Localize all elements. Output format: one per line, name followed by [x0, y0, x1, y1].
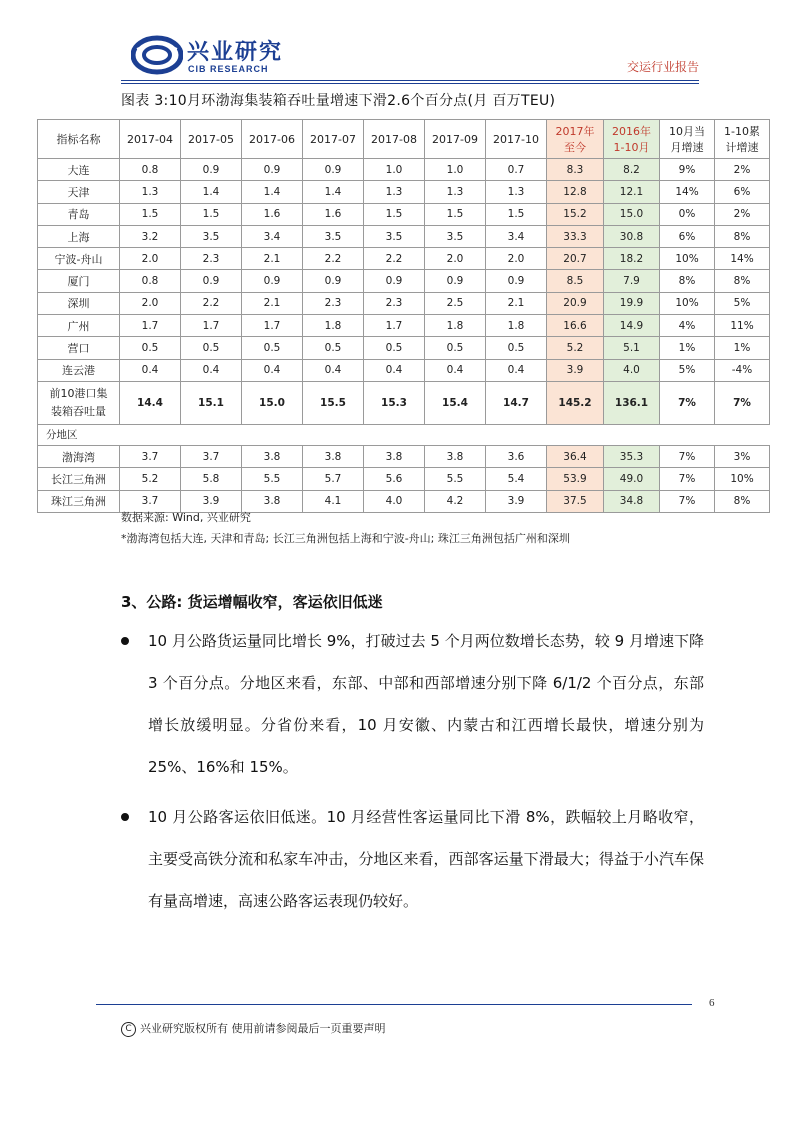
- table-cell: 1.3: [364, 181, 425, 203]
- table-cell: 0.5: [120, 337, 181, 359]
- table-cell: 10%: [660, 248, 715, 270]
- table-cell: 0.9: [364, 270, 425, 292]
- header-month: 2017-10: [486, 120, 547, 159]
- header-ytd-2016: [604, 120, 660, 159]
- table-row: [38, 468, 770, 490]
- table-cell: 7.9: [604, 270, 660, 292]
- section-title: 3、公路: 货运增幅收窄，客运依旧低迷: [121, 593, 383, 611]
- table-cell: 3.8: [303, 445, 364, 467]
- table-cell: 3.7: [181, 445, 242, 467]
- table-cell: 4.1: [303, 490, 364, 512]
- header-month: 2017-07: [303, 120, 364, 159]
- table-cell: 145.2: [547, 381, 604, 424]
- table-cell: 0.4: [425, 359, 486, 381]
- table-cell: 3.4: [242, 225, 303, 247]
- table-cell: 5.8: [181, 468, 242, 490]
- table-cell: 4.0: [364, 490, 425, 512]
- table-cell: 1.5: [364, 203, 425, 225]
- table-cell: 15.1: [181, 381, 242, 424]
- copyright-notice: [121, 1020, 386, 1037]
- table-cell: 3.6: [486, 445, 547, 467]
- table-cell: 1%: [715, 337, 770, 359]
- table-cell: 4.2: [425, 490, 486, 512]
- table-cell: 2.5: [425, 292, 486, 314]
- table-cell: 1.4: [181, 181, 242, 203]
- table-cell: 20.9: [547, 292, 604, 314]
- table-cell: 1.3: [486, 181, 547, 203]
- row-label: 珠江三角洲: [38, 490, 120, 512]
- table-cell: 8%: [715, 225, 770, 247]
- row-label: 渤海湾: [38, 445, 120, 467]
- table-cell: 1.4: [303, 181, 364, 203]
- table-cell: 2.1: [242, 292, 303, 314]
- table-cell: 3%: [715, 445, 770, 467]
- table-cell: 5.5: [242, 468, 303, 490]
- table-cell: 0%: [660, 203, 715, 225]
- table-cell: 10%: [715, 468, 770, 490]
- table-cell: 1.8: [425, 315, 486, 337]
- table-cell: 3.5: [425, 225, 486, 247]
- cib-logo: [131, 33, 301, 77]
- table-cell: 0.9: [242, 159, 303, 181]
- table-cell: 36.4: [547, 445, 604, 467]
- table-cell: 7%: [715, 381, 770, 424]
- table-cell: 49.0: [604, 468, 660, 490]
- table-cell: 0.5: [303, 337, 364, 359]
- table-cell: 4%: [660, 315, 715, 337]
- table-cell: 1.7: [242, 315, 303, 337]
- table-cell: 2.1: [486, 292, 547, 314]
- table-cell: 37.5: [547, 490, 604, 512]
- table-cell: 0.5: [364, 337, 425, 359]
- table-cell: 8.3: [547, 159, 604, 181]
- table-header-row: [38, 120, 770, 159]
- row-label: 大连: [38, 159, 120, 181]
- section-label: 分地区: [38, 424, 770, 445]
- table-cell: 0.5: [486, 337, 547, 359]
- table-cell: 5.2: [547, 337, 604, 359]
- table-cell: 15.2: [547, 203, 604, 225]
- table-cell: 0.9: [242, 270, 303, 292]
- table-cell: 1.7: [364, 315, 425, 337]
- row-label: 天津: [38, 181, 120, 203]
- row-label: 青岛: [38, 203, 120, 225]
- table-cell: 1.3: [425, 181, 486, 203]
- table-cell: 1.5: [425, 203, 486, 225]
- header-line: 1-10累: [724, 125, 760, 138]
- table-cell: 8.5: [547, 270, 604, 292]
- header-month: 2017-09: [425, 120, 486, 159]
- table-cell: 2.2: [303, 248, 364, 270]
- table-cell: 0.4: [181, 359, 242, 381]
- row-label: 厦门: [38, 270, 120, 292]
- table-row: [38, 159, 770, 181]
- table-cell: 0.7: [486, 159, 547, 181]
- table-cell: 33.3: [547, 225, 604, 247]
- table-cell: 1.6: [303, 203, 364, 225]
- table-cell: 1.7: [181, 315, 242, 337]
- table-cell: 0.9: [303, 270, 364, 292]
- table-cell: 0.9: [425, 270, 486, 292]
- table-cell: 14%: [715, 248, 770, 270]
- header-line: 月增速: [670, 141, 704, 154]
- table-row: [38, 270, 770, 292]
- header-cum-growth: [715, 120, 770, 159]
- table-cell: 0.4: [303, 359, 364, 381]
- logo-text-cn: 兴业研究: [187, 40, 284, 65]
- table-row: [38, 248, 770, 270]
- table-cell: 1.7: [120, 315, 181, 337]
- table-cell: 15.5: [303, 381, 364, 424]
- table-cell: 9%: [660, 159, 715, 181]
- table-cell: 0.9: [181, 270, 242, 292]
- table-cell: 3.9: [486, 490, 547, 512]
- row-label: 宁波-舟山: [38, 248, 120, 270]
- header-ytd-2017: [547, 120, 604, 159]
- table-row: [38, 445, 770, 467]
- table-cell: 8.2: [604, 159, 660, 181]
- report-type-label: 交运行业报告: [626, 60, 699, 74]
- table-cell: 0.4: [242, 359, 303, 381]
- table-cell: 6%: [660, 225, 715, 247]
- header-line: 计增速: [725, 141, 759, 154]
- table-cell: 7%: [660, 381, 715, 424]
- table-cell: 0.9: [181, 159, 242, 181]
- table-cell: 3.8: [242, 445, 303, 467]
- table-cell: 0.9: [303, 159, 364, 181]
- table-row: [38, 203, 770, 225]
- table-cell: 1.5: [120, 203, 181, 225]
- table-cell: 0.8: [120, 270, 181, 292]
- header-line: 2017年: [555, 125, 595, 138]
- table-cell: 2.3: [303, 292, 364, 314]
- table-cell: 14.9: [604, 315, 660, 337]
- table-cell: 0.5: [242, 337, 303, 359]
- table-cell: 3.5: [364, 225, 425, 247]
- table-cell: 1.4: [242, 181, 303, 203]
- table-cell: 19.9: [604, 292, 660, 314]
- table-cell: 8%: [715, 270, 770, 292]
- total-label-line: 前10港口集: [49, 386, 108, 400]
- table-cell: 2%: [715, 203, 770, 225]
- table-row: [38, 359, 770, 381]
- table-cell: 1.5: [181, 203, 242, 225]
- table-cell: 2.0: [425, 248, 486, 270]
- table-cell: 3.8: [242, 490, 303, 512]
- table-cell: 7%: [660, 468, 715, 490]
- table-cell: 14.7: [486, 381, 547, 424]
- table-cell: 30.8: [604, 225, 660, 247]
- header-indicator: 指标名称: [38, 120, 120, 159]
- row-label: 连云港: [38, 359, 120, 381]
- table-cell: 1.8: [486, 315, 547, 337]
- table-cell: 7%: [660, 490, 715, 512]
- table-cell: 3.4: [486, 225, 547, 247]
- table-cell: 1.6: [242, 203, 303, 225]
- bullet-icon: [121, 637, 129, 645]
- table-cell: 1.0: [425, 159, 486, 181]
- paragraph: 10 月公路客运依旧低迷。10 月经营性客运量同比下滑 8%，跌幅较上月略收窄，主要受高铁分流和私家车冲击，分地区来看，西部客运量下滑最大；得益于小汽车保有量高增速，高速公路客运表现仍较好。: [148, 808, 704, 910]
- table-cell: 0.5: [425, 337, 486, 359]
- total-label-line: 装箱吞吐量: [51, 404, 106, 418]
- table-cell: 20.7: [547, 248, 604, 270]
- table-row: [38, 292, 770, 314]
- table-cell: 2.2: [181, 292, 242, 314]
- table-cell: 10%: [660, 292, 715, 314]
- table-cell: 0.4: [120, 359, 181, 381]
- table-cell: 15.0: [242, 381, 303, 424]
- table-cell: 3.7: [120, 490, 181, 512]
- table-cell: 15.4: [425, 381, 486, 424]
- header-line: 10月当: [669, 125, 705, 138]
- page-number: 6: [709, 997, 715, 1009]
- table-row: [38, 225, 770, 247]
- table-cell: 2.1: [242, 248, 303, 270]
- header-line: 1-10月: [613, 141, 650, 154]
- table-cell: 2%: [715, 159, 770, 181]
- table-cell: 2.0: [486, 248, 547, 270]
- table-cell: 3.5: [303, 225, 364, 247]
- data-source-note: 数据来源: Wind, 兴业研究: [121, 511, 251, 524]
- table-cell: 3.2: [120, 225, 181, 247]
- header-line: 至今: [564, 141, 586, 154]
- table-cell: -4%: [715, 359, 770, 381]
- table-cell: 3.7: [120, 445, 181, 467]
- table-cell: 1.3: [120, 181, 181, 203]
- table-row: [38, 315, 770, 337]
- table-cell: 18.2: [604, 248, 660, 270]
- header-divider: [121, 80, 699, 81]
- total-section: [38, 381, 770, 445]
- total-row: [38, 381, 770, 424]
- logo-text-en: CIB RESEARCH: [188, 64, 269, 74]
- table-cell: 6%: [715, 181, 770, 203]
- table-cell: 5%: [715, 292, 770, 314]
- table-cell: 5%: [660, 359, 715, 381]
- table-cell: 5.1: [604, 337, 660, 359]
- table-cell: 0.4: [486, 359, 547, 381]
- table-cell: 5.2: [120, 468, 181, 490]
- table-cell: 1.0: [364, 159, 425, 181]
- region-rows: [38, 445, 770, 512]
- table-cell: 35.3: [604, 445, 660, 467]
- copyright-icon: C: [121, 1022, 136, 1037]
- table-cell: 4.0: [604, 359, 660, 381]
- table-cell: 1%: [660, 337, 715, 359]
- table-cell: 1.5: [486, 203, 547, 225]
- table-cell: 3.5: [181, 225, 242, 247]
- table-cell: 5.7: [303, 468, 364, 490]
- table-cell: 12.8: [547, 181, 604, 203]
- table-cell: 136.1: [604, 381, 660, 424]
- table-cell: 15.0: [604, 203, 660, 225]
- cib-logo-mark-icon: [131, 35, 183, 75]
- header-divider-thin: [121, 83, 699, 84]
- table-row: [38, 337, 770, 359]
- table-cell: 53.9: [547, 468, 604, 490]
- table-cell: 0.5: [181, 337, 242, 359]
- table-cell: 2.3: [364, 292, 425, 314]
- table-cell: 8%: [660, 270, 715, 292]
- table-cell: 3.9: [547, 359, 604, 381]
- table-cell: 3.8: [364, 445, 425, 467]
- table-cell: 2.2: [364, 248, 425, 270]
- table-row: [38, 181, 770, 203]
- table-cell: 11%: [715, 315, 770, 337]
- row-label: 长江三角洲: [38, 468, 120, 490]
- section-row: [38, 424, 770, 445]
- table-cell: 5.6: [364, 468, 425, 490]
- header-month: 2017-08: [364, 120, 425, 159]
- copyright-text: 兴业研究版权所有 使用前请参阅最后一页重要声明: [140, 1022, 386, 1035]
- header-month: 2017-05: [181, 120, 242, 159]
- row-label: 深圳: [38, 292, 120, 314]
- table-cell: 2.3: [181, 248, 242, 270]
- paragraph: 10 月公路货运量同比增长 9%，打破过去 5 个月两位数增长态势，较 9 月增速下降 3 个百分点。分地区来看，东部、中部和西部增速分别下降 6/1/2 个百分点，东部增长放缓明显。分省份来看，10 月安徽、内蒙古和江西增长最快，增速分别为 25%、16%和 15%。: [148, 632, 704, 776]
- table-cell: 2.0: [120, 292, 181, 314]
- header-line: 2016年: [612, 125, 651, 138]
- table-cell: 3.8: [425, 445, 486, 467]
- header-month: 2017-04: [120, 120, 181, 159]
- container-throughput-table: [37, 119, 770, 513]
- port-rows: [38, 159, 770, 382]
- table-cell: 5.4: [486, 468, 547, 490]
- table-cell: 2.0: [120, 248, 181, 270]
- row-label: 广州: [38, 315, 120, 337]
- footer-divider: [96, 1004, 692, 1005]
- table-cell: 0.9: [486, 270, 547, 292]
- row-label: 上海: [38, 225, 120, 247]
- table-cell: 16.6: [547, 315, 604, 337]
- table-cell: 8%: [715, 490, 770, 512]
- table-cell: 15.3: [364, 381, 425, 424]
- row-label: 营口: [38, 337, 120, 359]
- table-cell: 1.8: [303, 315, 364, 337]
- header-month: 2017-06: [242, 120, 303, 159]
- table-cell: 7%: [660, 445, 715, 467]
- footnote: *渤海湾包括大连, 天津和青岛; 长江三角洲包括上海和宁波-舟山; 珠江三角洲包括广州和深圳: [121, 532, 570, 545]
- header-oct-growth: [660, 120, 715, 159]
- table-cell: 0.8: [120, 159, 181, 181]
- table-cell: 5.5: [425, 468, 486, 490]
- bullet-icon: [121, 813, 129, 821]
- total-row-label: [38, 381, 120, 424]
- table-cell: 3.9: [181, 490, 242, 512]
- table-cell: 14.4: [120, 381, 181, 424]
- table-cell: 12.1: [604, 181, 660, 203]
- table-cell: 14%: [660, 181, 715, 203]
- figure-title: 图表 3:10月环渤海集装箱吞吐量增速下滑2.6个百分点(月 百万TEU): [121, 93, 556, 109]
- table-cell: 0.4: [364, 359, 425, 381]
- table-cell: 34.8: [604, 490, 660, 512]
